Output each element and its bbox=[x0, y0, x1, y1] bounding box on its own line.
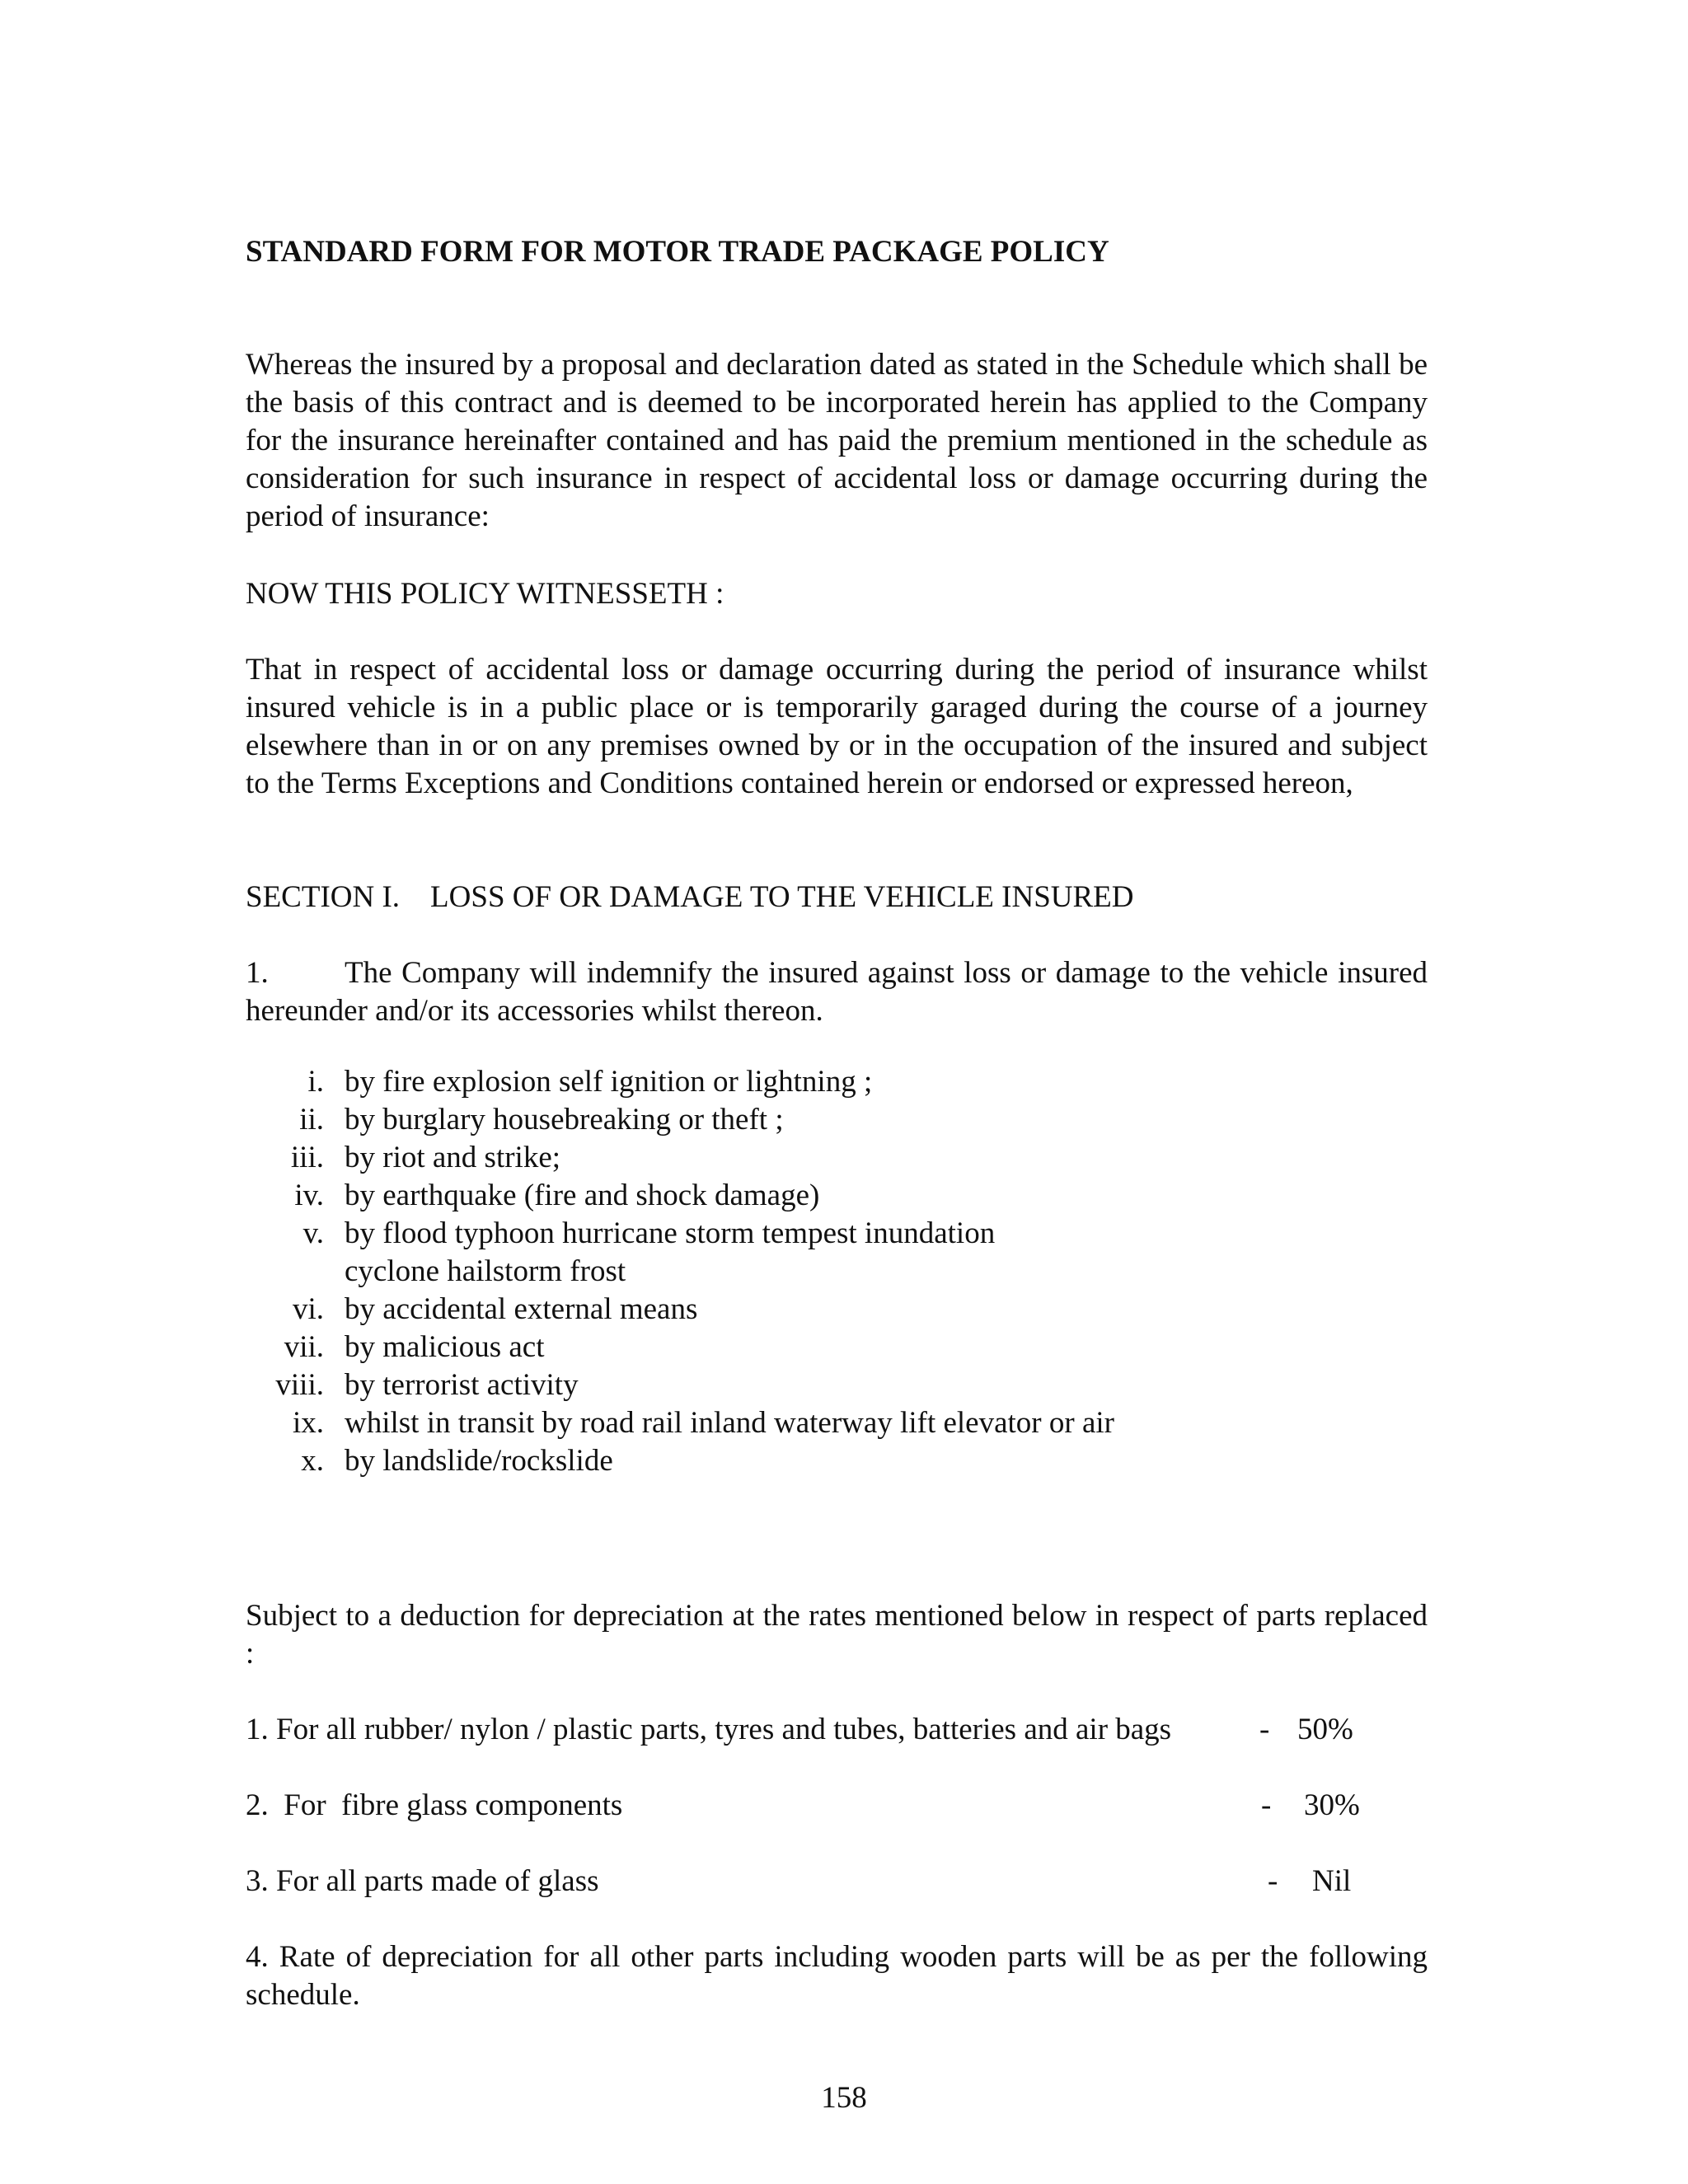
list-item-text: by flood typhoon hurricane storm tempest inundation bbox=[345, 1216, 996, 1250]
depreciation-row bbox=[246, 1787, 1428, 1825]
list-item-text: by riot and strike; bbox=[345, 1141, 561, 1174]
list-item bbox=[246, 1366, 1428, 1404]
list-item-number: vii. bbox=[284, 1330, 324, 1364]
list-item-number: vi. bbox=[292, 1292, 324, 1326]
intro-paragraph: Whereas the insured by a proposal and declaration dated as stated in the Schedule which shall be the basis of this contract and is deemed to be incorporated herein has applied to the Company for the insurance hereinafter contained and has paid the premium mentioned in the schedule as consideration for such insurance in respect of accidental loss or damage occurring during the period of insurance: bbox=[246, 348, 1428, 533]
list-item bbox=[246, 1101, 1428, 1139]
list-item-text: by accidental external means bbox=[345, 1292, 698, 1326]
depreciation-dash: - bbox=[1261, 1788, 1272, 1822]
depreciation-note: 4. Rate of depreciation for all other parts including wooden parts will be as per the following schedule. bbox=[246, 1940, 1428, 2012]
list-item bbox=[246, 1329, 1428, 1366]
list-item-text: whilst in transit by road rail inland waterway lift elevator or air bbox=[345, 1406, 1114, 1440]
list-item-number: viii. bbox=[275, 1368, 324, 1402]
list-item bbox=[246, 1215, 1428, 1291]
depreciation-row bbox=[246, 1711, 1428, 1749]
list-item-number: x. bbox=[301, 1444, 324, 1478]
depreciation-rate: Nil bbox=[1312, 1864, 1352, 1898]
list-item-text: by burglary housebreaking or theft ; bbox=[345, 1103, 784, 1137]
depreciation-rate: 50% bbox=[1297, 1713, 1353, 1746]
page-number: 158 bbox=[821, 2081, 867, 2115]
depreciation-dash: - bbox=[1259, 1713, 1270, 1746]
list-item-number: v. bbox=[302, 1216, 324, 1250]
list-item bbox=[246, 1139, 1428, 1177]
list-item bbox=[246, 1404, 1428, 1442]
list-item bbox=[246, 1442, 1428, 1480]
section-heading: SECTION I. LOSS OF OR DAMAGE TO THE VEHICLE INSURED bbox=[246, 880, 1134, 914]
list-item-text: by terrorist activity bbox=[345, 1368, 579, 1402]
witnesseth-line: NOW THIS POLICY WITNESSETH : bbox=[246, 577, 724, 611]
list-item-number: i. bbox=[307, 1065, 324, 1099]
scope-paragraph: That in respect of accidental loss or damage occurring during the period of insurance whilst insured vehicle is in a public place or is temporarily garaged during the course of a journey elsewhere than in or on any premises owned by or in the occupation of the insured and subject to the Terms Exceptions and Conditions contained herein or endorsed or expressed hereon, bbox=[246, 653, 1428, 800]
list-item-text-continued: cyclone hailstorm frost bbox=[345, 1254, 626, 1288]
list-item-text: by fire explosion self ignition or lightning ; bbox=[345, 1065, 873, 1099]
perils-list bbox=[246, 1063, 1428, 1480]
clause-1-number: 1. bbox=[246, 956, 269, 990]
depreciation-label: 2. For fibre glass components bbox=[246, 1788, 623, 1822]
depreciation-rate: 30% bbox=[1304, 1788, 1360, 1822]
list-item-number: iv. bbox=[294, 1179, 324, 1212]
list-item-text: by malicious act bbox=[345, 1330, 545, 1364]
list-item-text: by landslide/rockslide bbox=[345, 1444, 613, 1478]
depreciation-row bbox=[246, 1863, 1428, 1900]
depreciation-intro: Subject to a deduction for depreciation at the rates mentioned below in respect of parts replaced : bbox=[246, 1599, 1428, 1671]
list-item-text: by earthquake (fire and shock damage) bbox=[345, 1179, 820, 1212]
depreciation-label: 3. For all parts made of glass bbox=[246, 1864, 599, 1898]
list-item bbox=[246, 1177, 1428, 1215]
document-title: STANDARD FORM FOR MOTOR TRADE PACKAGE POLICY bbox=[246, 235, 1109, 269]
clause-1-text: The Company will indemnify the insured against loss or damage to the vehicle insured hereunder and/or its accessories whilst thereon. bbox=[246, 956, 1428, 1028]
list-item bbox=[246, 1063, 1428, 1101]
clause-1 bbox=[246, 954, 1428, 1030]
depreciation-dash: - bbox=[1268, 1864, 1278, 1898]
list-item-number: ix. bbox=[292, 1406, 324, 1440]
depreciation-label: 1. For all rubber/ nylon / plastic parts, tyres and tubes, batteries and air bags bbox=[246, 1713, 1172, 1746]
list-item-number: iii. bbox=[290, 1141, 324, 1174]
list-item bbox=[246, 1291, 1428, 1329]
list-item-number: ii. bbox=[299, 1103, 324, 1137]
